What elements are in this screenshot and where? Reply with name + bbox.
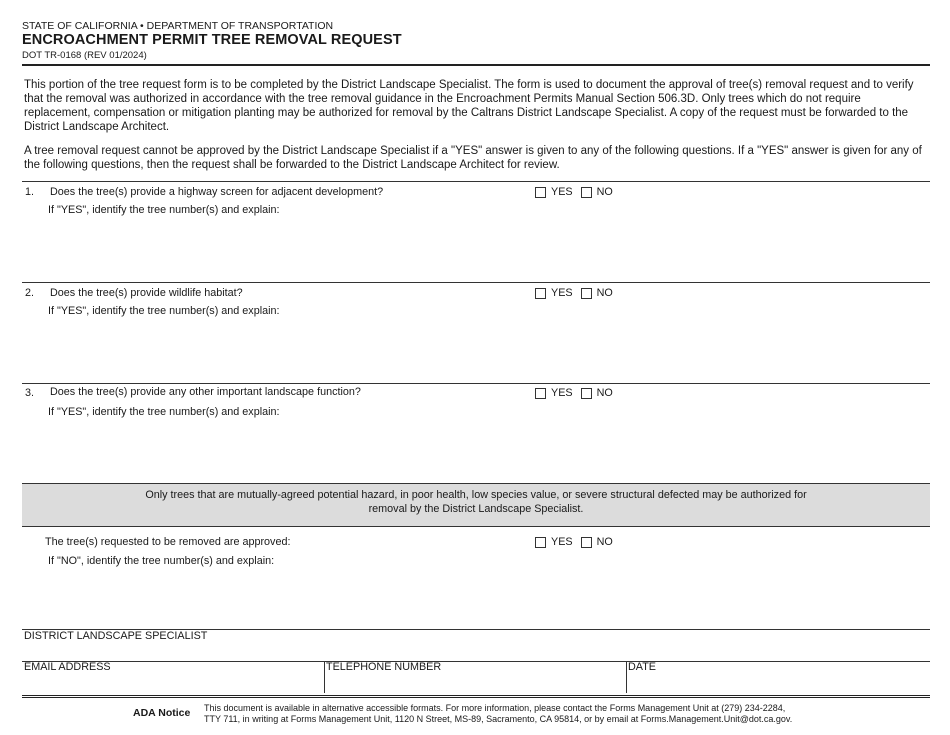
question-1-number: 1.	[25, 186, 35, 198]
date-label: DATE	[628, 661, 656, 673]
header-divider	[22, 64, 930, 66]
divider	[22, 383, 930, 384]
approval-explain-label: If "NO", identify the tree number(s) and explain:	[48, 555, 275, 567]
intro-paragraph-1: This portion of the tree request form is to be completed by the District Landscape Specialist. The form is used to document the approval of tree(s) removal request and to verify that the removal was authorized in accordance with the tree removal guidance in the Encroachment Permits Manual Section 506.3D. Only trees which do not require replacement, compensation or mitigation planting may be authorized for removal by the Caltrans District Landscape Specialist. A copy of the request must be forwarded to the District Landscape Architect.	[24, 79, 914, 133]
approval-yes-checkbox[interactable]	[535, 537, 546, 548]
question-3-explain-field[interactable]	[48, 422, 928, 480]
approval-text: The tree(s) requested to be removed are approved:	[45, 536, 291, 548]
divider	[22, 483, 930, 484]
question-1-options	[535, 186, 621, 198]
divider	[22, 526, 930, 527]
approval-options	[535, 536, 621, 548]
agency-name: STATE OF CALIFORNIA • DEPARTMENT OF TRANSPORTATION	[22, 20, 334, 32]
yes-label: YES	[551, 287, 573, 299]
question-2-explain-field[interactable]	[48, 321, 928, 379]
question-3-no-checkbox[interactable]	[581, 388, 592, 399]
divider	[22, 661, 930, 662]
question-3-explain-label: If "YES", identify the tree number(s) and explain:	[48, 406, 280, 418]
email-label: EMAIL ADDRESS	[24, 661, 111, 673]
date-field[interactable]	[628, 675, 928, 693]
no-label: NO	[596, 536, 613, 548]
telephone-label: TELEPHONE NUMBER	[326, 661, 442, 673]
question-3-number: 3.	[25, 387, 35, 399]
ada-line-1: This document is available in alternative accessible formats. For more information, please contact the Forms Management Unit at (279) 234-2284,	[204, 703, 786, 713]
divider	[22, 282, 930, 283]
question-2-no-checkbox[interactable]	[581, 288, 592, 299]
ada-notice-text	[204, 703, 792, 725]
notice-line-1: Only trees that are mutually-agreed potential hazard, in poor health, low species value, or severe structural defected may be authorized for	[145, 489, 807, 501]
approval-explain-field[interactable]	[48, 572, 928, 626]
form-title: ENCROACHMENT PERMIT TREE REMOVAL REQUEST	[22, 32, 402, 48]
question-1-explain-field[interactable]	[48, 220, 928, 278]
question-2-explain-label: If "YES", identify the tree number(s) and explain:	[48, 305, 280, 317]
email-field[interactable]	[24, 675, 320, 693]
column-divider	[626, 662, 627, 693]
intro-paragraph-2: A tree removal request cannot be approved by the District Landscape Specialist if a "YES" answer is given to any of the following questions. If a "YES" answer is given for any of the following questions, then the request shall be forwarded to the District Landscape Architect for review.	[24, 145, 922, 171]
question-1-text: Does the tree(s) provide a highway screen for adjacent development?	[50, 186, 384, 198]
notice-line-2: removal by the District Landscape Specialist.	[368, 503, 584, 515]
yes-label: YES	[551, 186, 573, 198]
question-1-explain-label: If "YES", identify the tree number(s) and explain:	[48, 204, 280, 216]
divider	[22, 181, 930, 182]
no-label: NO	[596, 287, 613, 299]
question-3-options	[535, 387, 621, 399]
form-number: DOT TR-0168 (REV 01/2024)	[22, 50, 147, 61]
specialist-label: DISTRICT LANDSCAPE SPECIALIST	[24, 630, 208, 642]
question-2-text: Does the tree(s) provide wildlife habitat?	[50, 287, 243, 299]
question-3-text: Does the tree(s) provide any other important landscape function?	[50, 386, 361, 398]
no-label: NO	[596, 186, 613, 198]
yes-label: YES	[551, 536, 573, 548]
specialist-signature-field[interactable]	[240, 630, 930, 658]
column-divider	[324, 662, 325, 693]
yes-label: YES	[551, 387, 573, 399]
ada-line-2: TTY 711, in writing at Forms Management Unit, 1120 N Street, MS-89, Sacramento, CA 95814, or by email at Forms.Management.Unit@dot.ca.gov.	[204, 714, 793, 724]
no-label: NO	[596, 387, 613, 399]
ada-notice-title: ADA Notice	[133, 707, 191, 719]
footer-divider	[22, 695, 930, 698]
telephone-field[interactable]	[326, 675, 622, 693]
question-3-yes-checkbox[interactable]	[535, 388, 546, 399]
question-2-yes-checkbox[interactable]	[535, 288, 546, 299]
question-2-number: 2.	[25, 287, 35, 299]
question-2-options	[535, 287, 621, 299]
authorization-notice	[22, 483, 930, 526]
approval-no-checkbox[interactable]	[581, 537, 592, 548]
question-1-yes-checkbox[interactable]	[535, 187, 546, 198]
question-1-no-checkbox[interactable]	[581, 187, 592, 198]
